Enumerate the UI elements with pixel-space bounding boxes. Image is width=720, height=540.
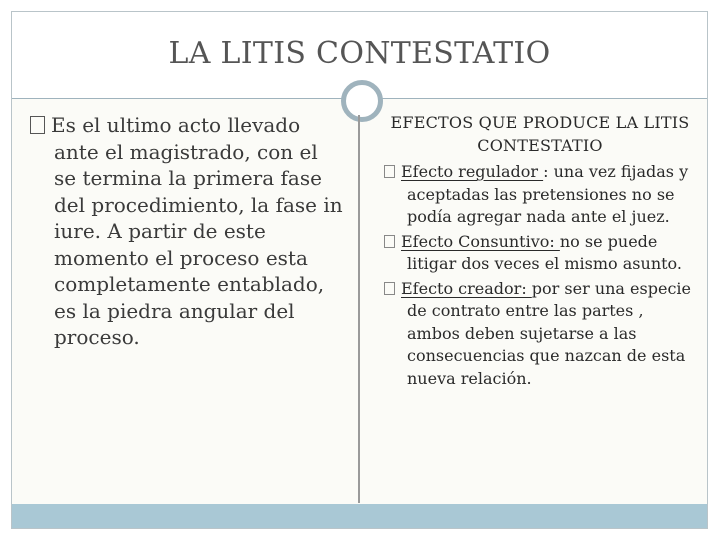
effect-label: Efecto Consuntivo: xyxy=(401,231,560,251)
column-divider xyxy=(358,115,360,503)
effect-label: Efecto regulador xyxy=(401,162,544,181)
square-bullet-icon xyxy=(384,282,395,295)
left-paragraph xyxy=(30,112,345,351)
square-bullet-icon xyxy=(384,235,395,248)
effect-label: Efecto creador: xyxy=(401,278,532,298)
effect-text: por ser una especie de contrato entre las partes , ambos deben sujetarse a las consecuencias que nazcan de esta nueva relación. xyxy=(407,278,691,388)
effect-item-creador xyxy=(384,278,696,391)
effect-item-consuntivo xyxy=(384,231,696,276)
footer-band xyxy=(12,504,707,528)
decorative-circle-icon xyxy=(341,80,383,122)
effects-heading: EFECTOS QUE PRODUCE LA LITIS CONTESTATIO xyxy=(390,113,690,155)
left-column xyxy=(30,112,345,351)
left-paragraph-text: Es el ultimo acto llevado ante el magistrado, con el se termina la primera fase del procedimiento, la fase in iure. A partir de este momento el proceso esta completamente entablado, es la piedra angular del proceso. xyxy=(51,113,343,349)
checkbox-bullet-icon xyxy=(30,116,45,134)
slide-title: LA LITIS CONTESTATIO xyxy=(168,36,551,71)
effect-text: no se puede litigar dos veces el mismo asunto. xyxy=(407,231,682,273)
effect-item-regulador xyxy=(384,161,696,229)
right-column xyxy=(384,112,696,392)
effect-text: : una vez fijadas y aceptadas las pretensiones no se podía agregar nada ante el juez. xyxy=(407,162,689,226)
square-bullet-icon xyxy=(384,165,395,178)
